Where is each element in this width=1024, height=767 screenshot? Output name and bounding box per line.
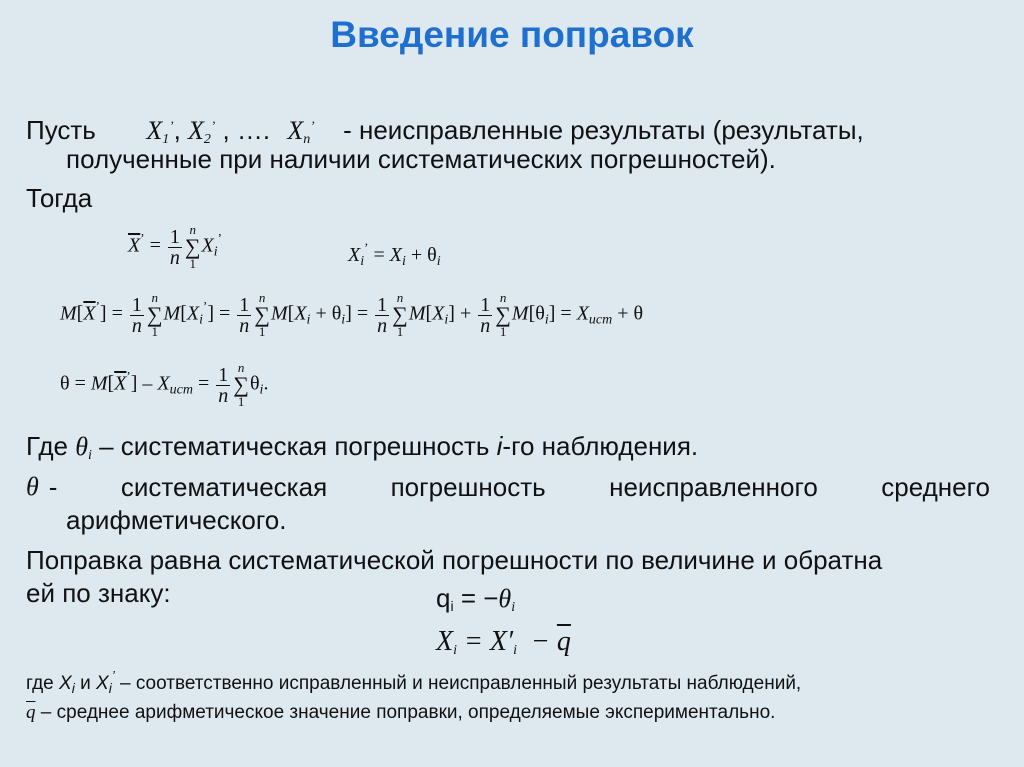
formula-q: $q_i = -\theta_i$ [436,583,516,615]
correction-line-1: Поправка равна систематической погрешности по величине и обратна [26,545,883,575]
x-symbol: X [436,626,454,657]
formula-mean: $\overline{X}^’$ = $\frac{1}{n}$ n ∑ 1 $X_i^’$ [128,222,222,271]
where-lead: Где [26,431,68,461]
intro-line-1: Пусть $X_1^’$, $X_2^’$ , …. $X_n^’$ - неисправленные результаты (результаты, [26,115,864,147]
where-rest: – систематическая погрешность [99,431,490,461]
footnote-line-2 [26,702,775,724]
q-symbol: q [436,583,451,613]
intro-desc-2: полученные при наличии систематических погрешностей). [66,144,776,174]
theta-i-symbol: $\theta_i$ [75,432,92,463]
theta-symbol: θ [26,472,39,501]
intro-word: Пусть [26,115,96,145]
var-x1: $X_1^’$ [146,116,174,147]
footnote-and: и [80,673,91,694]
footnote-desc: – среднее арифметическое значение поправки, определяемые экспериментально. [40,702,776,723]
correction-line-2: ей по знаку: [26,578,171,608]
where-tail: -го наблюдения. [502,431,699,461]
var-x2: $X_2^’$ [188,116,216,147]
footnote-rest: – соответственно исправленный и неисправленный результаты наблюдений, [120,673,802,694]
formula-corrected: $X_i = X'_i - \overline{q}$ [436,626,571,658]
formula-expectation: $M[\overline{X}^’]$ = $\frac{1}{n}$ n ∑ 1 $M[X_i^’]$ = $\frac{1}{n}$ n ∑ 1 $M[X_i + \theta_i]$ = $\frac{1}{n}$ n ∑ 1 $M[X_i]$ + $\frac{1}{n}$ n ∑ 1 $M[\theta_i] = X_{ист} + \theta$ [60,290,644,339]
then-word: Тогда [26,183,93,213]
theta-desc-cont: арифметического. [66,505,287,535]
page-title: Введение поправок [330,14,694,55]
footnote-where: где [26,673,54,694]
footnote-xi: $X_i$ [59,673,75,696]
footnote-xi-prime: $X_i^’$ [96,668,115,696]
where-theta-i [26,430,698,472]
var-xn: $X_n^’$ [287,116,315,147]
formula-theta: $\theta = M[\overline{X}^’] - X_{ист}$ = $\frac{1}{n}$ n ∑ 1 $\theta_i$. [60,360,269,409]
intro-ellipsis: , …. [222,115,271,145]
footnote-line-1 [26,668,801,696]
theta-line [26,471,990,503]
formula-xi: $X_i^’ = X_i + \theta_i$ [348,240,441,269]
where-i: i [496,431,503,461]
intro-desc-1: - неисправленные результаты (результаты, [343,115,864,145]
q-bar-symbol: $\overline{q}$ [26,702,36,723]
theta-desc: - систематическая погрешность неисправленного среднего [48,472,990,502]
